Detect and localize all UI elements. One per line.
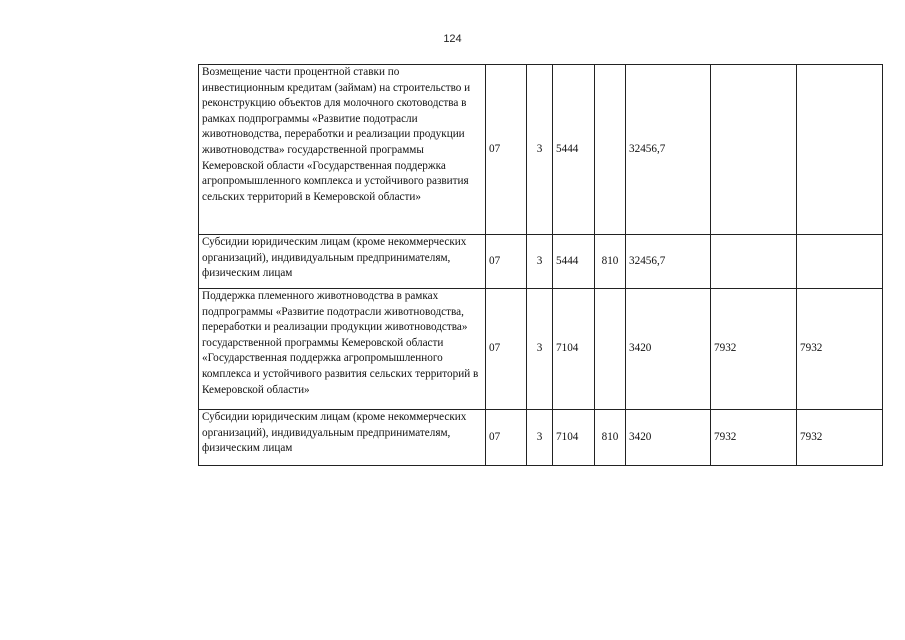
row-year2 [711, 235, 797, 289]
table-row [199, 410, 883, 466]
row-subprogram: 3 [527, 235, 553, 289]
row-year3: 7932 [797, 410, 883, 466]
row-year1: 32456,7 [626, 65, 711, 235]
row-expense-type [595, 289, 626, 410]
budget-table [198, 64, 883, 466]
row-description: Поддержка племенного животноводства в рамках подпрограммы «Развитие подотрасли животноводства, переработки и реализации продукции животноводства» государственной программы Кемеровской области «Государственная поддержка агропромышленного комплекса и устойчивого развития сельских территорий в Кемеровской области» [199, 289, 486, 410]
row-code: 5444 [553, 235, 595, 289]
row-subprogram: 3 [527, 289, 553, 410]
row-year2 [711, 65, 797, 235]
row-description: Возмещение части процентной ставки по инвестиционным кредитам (займам) на строительство и реконструкцию объектов для молочного скотоводства в рамках подпрограммы «Развитие подотрасли животноводства, переработки и реализации продукции животноводства» государственной программы Кемеровской области «Государственная поддержка агропромышленного комплекса и устойчивого развития сельских территорий в Кемеровской области» [199, 65, 486, 235]
row-code: 7104 [553, 410, 595, 466]
row-year1: 32456,7 [626, 235, 711, 289]
row-description: Субсидии юридическим лицам (кроме некоммерческих организаций), индивидуальным предпринимателям, физическим лицам [199, 410, 486, 466]
row-section: 07 [486, 65, 527, 235]
row-section: 07 [486, 289, 527, 410]
row-year1: 3420 [626, 289, 711, 410]
table-row [199, 235, 883, 289]
row-year2: 7932 [711, 289, 797, 410]
row-year2: 7932 [711, 410, 797, 466]
row-year3 [797, 65, 883, 235]
row-expense-type [595, 65, 626, 235]
row-description: Субсидии юридическим лицам (кроме некоммерческих организаций), индивидуальным предпринимателям, физическим лицам [199, 235, 486, 289]
row-year3: 7932 [797, 289, 883, 410]
row-year1: 3420 [626, 410, 711, 466]
row-year3 [797, 235, 883, 289]
page-number: 124 [443, 33, 462, 45]
row-subprogram: 3 [527, 410, 553, 466]
table-row [199, 289, 883, 410]
row-subprogram: 3 [527, 65, 553, 235]
row-section: 07 [486, 410, 527, 466]
table-row [199, 65, 883, 235]
row-code: 7104 [553, 289, 595, 410]
row-section: 07 [486, 235, 527, 289]
row-expense-type: 810 [595, 235, 626, 289]
row-code: 5444 [553, 65, 595, 235]
row-expense-type: 810 [595, 410, 626, 466]
